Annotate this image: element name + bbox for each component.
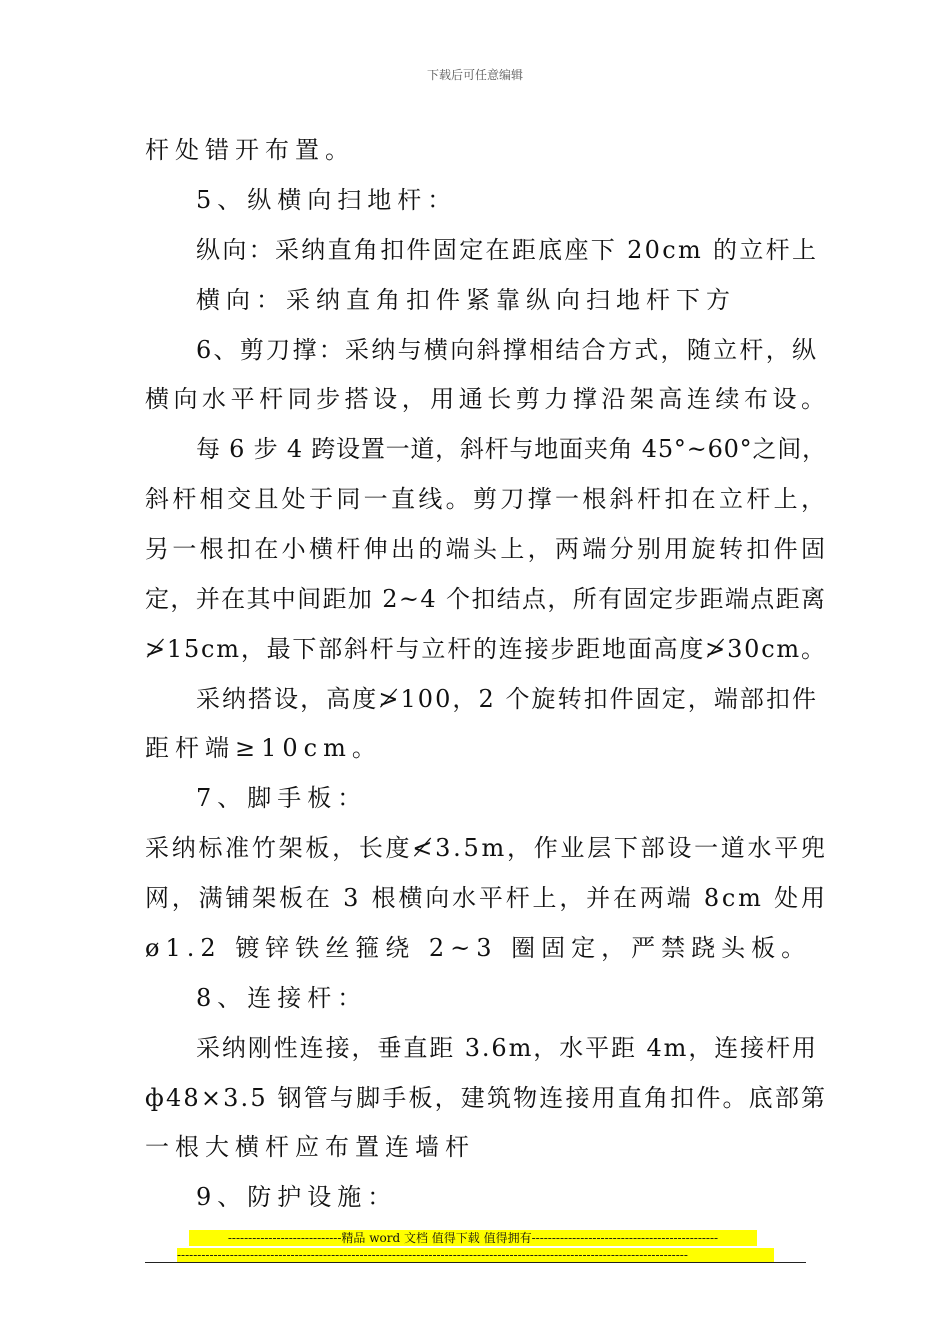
text-line: 采纳标准竹架板，长度≮3.5m，作业层下部设一道水平兜 bbox=[145, 834, 828, 862]
text-line: 纵向：采纳直角扣件固定在距底座下 20cm 的立杆上 bbox=[196, 236, 819, 264]
section-heading: 9、防护设施： bbox=[196, 1183, 398, 1211]
text-line: 杆处错开布置。 bbox=[145, 136, 355, 164]
text-line: 距杆端≥10cm。 bbox=[145, 734, 382, 762]
text-line: 横向：采纳直角扣件紧靠纵向扫地杆下方 bbox=[196, 286, 736, 314]
footer-banner: ----------------------------精品 word 文档 值得下载 值得拥有---------------------------------------------- bbox=[189, 1230, 757, 1246]
text-line: ø1.2 镀锌铁丝箍绕 2~3 圈固定，严禁跷头板。 bbox=[145, 934, 812, 962]
text-line: 另一根扣在小横杆伸出的端头上，两端分别用旋转扣件固 bbox=[145, 535, 829, 563]
text-line: 一根大横杆应布置连墙杆 bbox=[145, 1133, 475, 1161]
footer-dashes: ------------------------------------------------------------------------------------------------------------------------------ bbox=[177, 1248, 774, 1262]
section-heading: 6、剪刀撑：采纳与横向斜撑相结合方式，随立杆，纵 bbox=[196, 336, 819, 364]
text-line: 横向水平杆同步搭设，用通长剪力撑沿架高连续布设。 bbox=[145, 385, 830, 413]
text-line: 每 6 步 4 跨设置一道，斜杆与地面夹角 45°~60°之间， bbox=[196, 435, 827, 463]
section-heading: 5、纵横向扫地杆： bbox=[196, 186, 458, 214]
section-heading: 8、连接杆： bbox=[196, 984, 368, 1012]
text-line: ф48×3.5 钢管与脚手板，建筑物连接用直角扣件。底部第 bbox=[145, 1084, 828, 1112]
footer-rule bbox=[145, 1262, 806, 1263]
text-line: 采纳搭设，高度≯100，2 个旋转扣件固定，端部扣件 bbox=[196, 685, 819, 713]
text-line: 斜杆相交且处于同一直线。剪刀撑一根斜杆扣在立杆上， bbox=[145, 485, 829, 513]
section-heading: 7、脚手板： bbox=[196, 784, 368, 812]
text-line: ≯15cm，最下部斜杆与立杆的连接步距地面高度≯30cm。 bbox=[145, 635, 827, 663]
text-line: 网，满铺架板在 3 根横向水平杆上，并在两端 8cm 处用 bbox=[145, 884, 828, 912]
page-header: 下载后可任意编辑 bbox=[426, 68, 523, 82]
text-line: 定，并在其中间距加 2~4 个扣结点，所有固定步距端点距离 bbox=[145, 585, 827, 613]
text-line: 采纳刚性连接，垂直距 3.6m，水平距 4m，连接杆用 bbox=[196, 1034, 818, 1062]
